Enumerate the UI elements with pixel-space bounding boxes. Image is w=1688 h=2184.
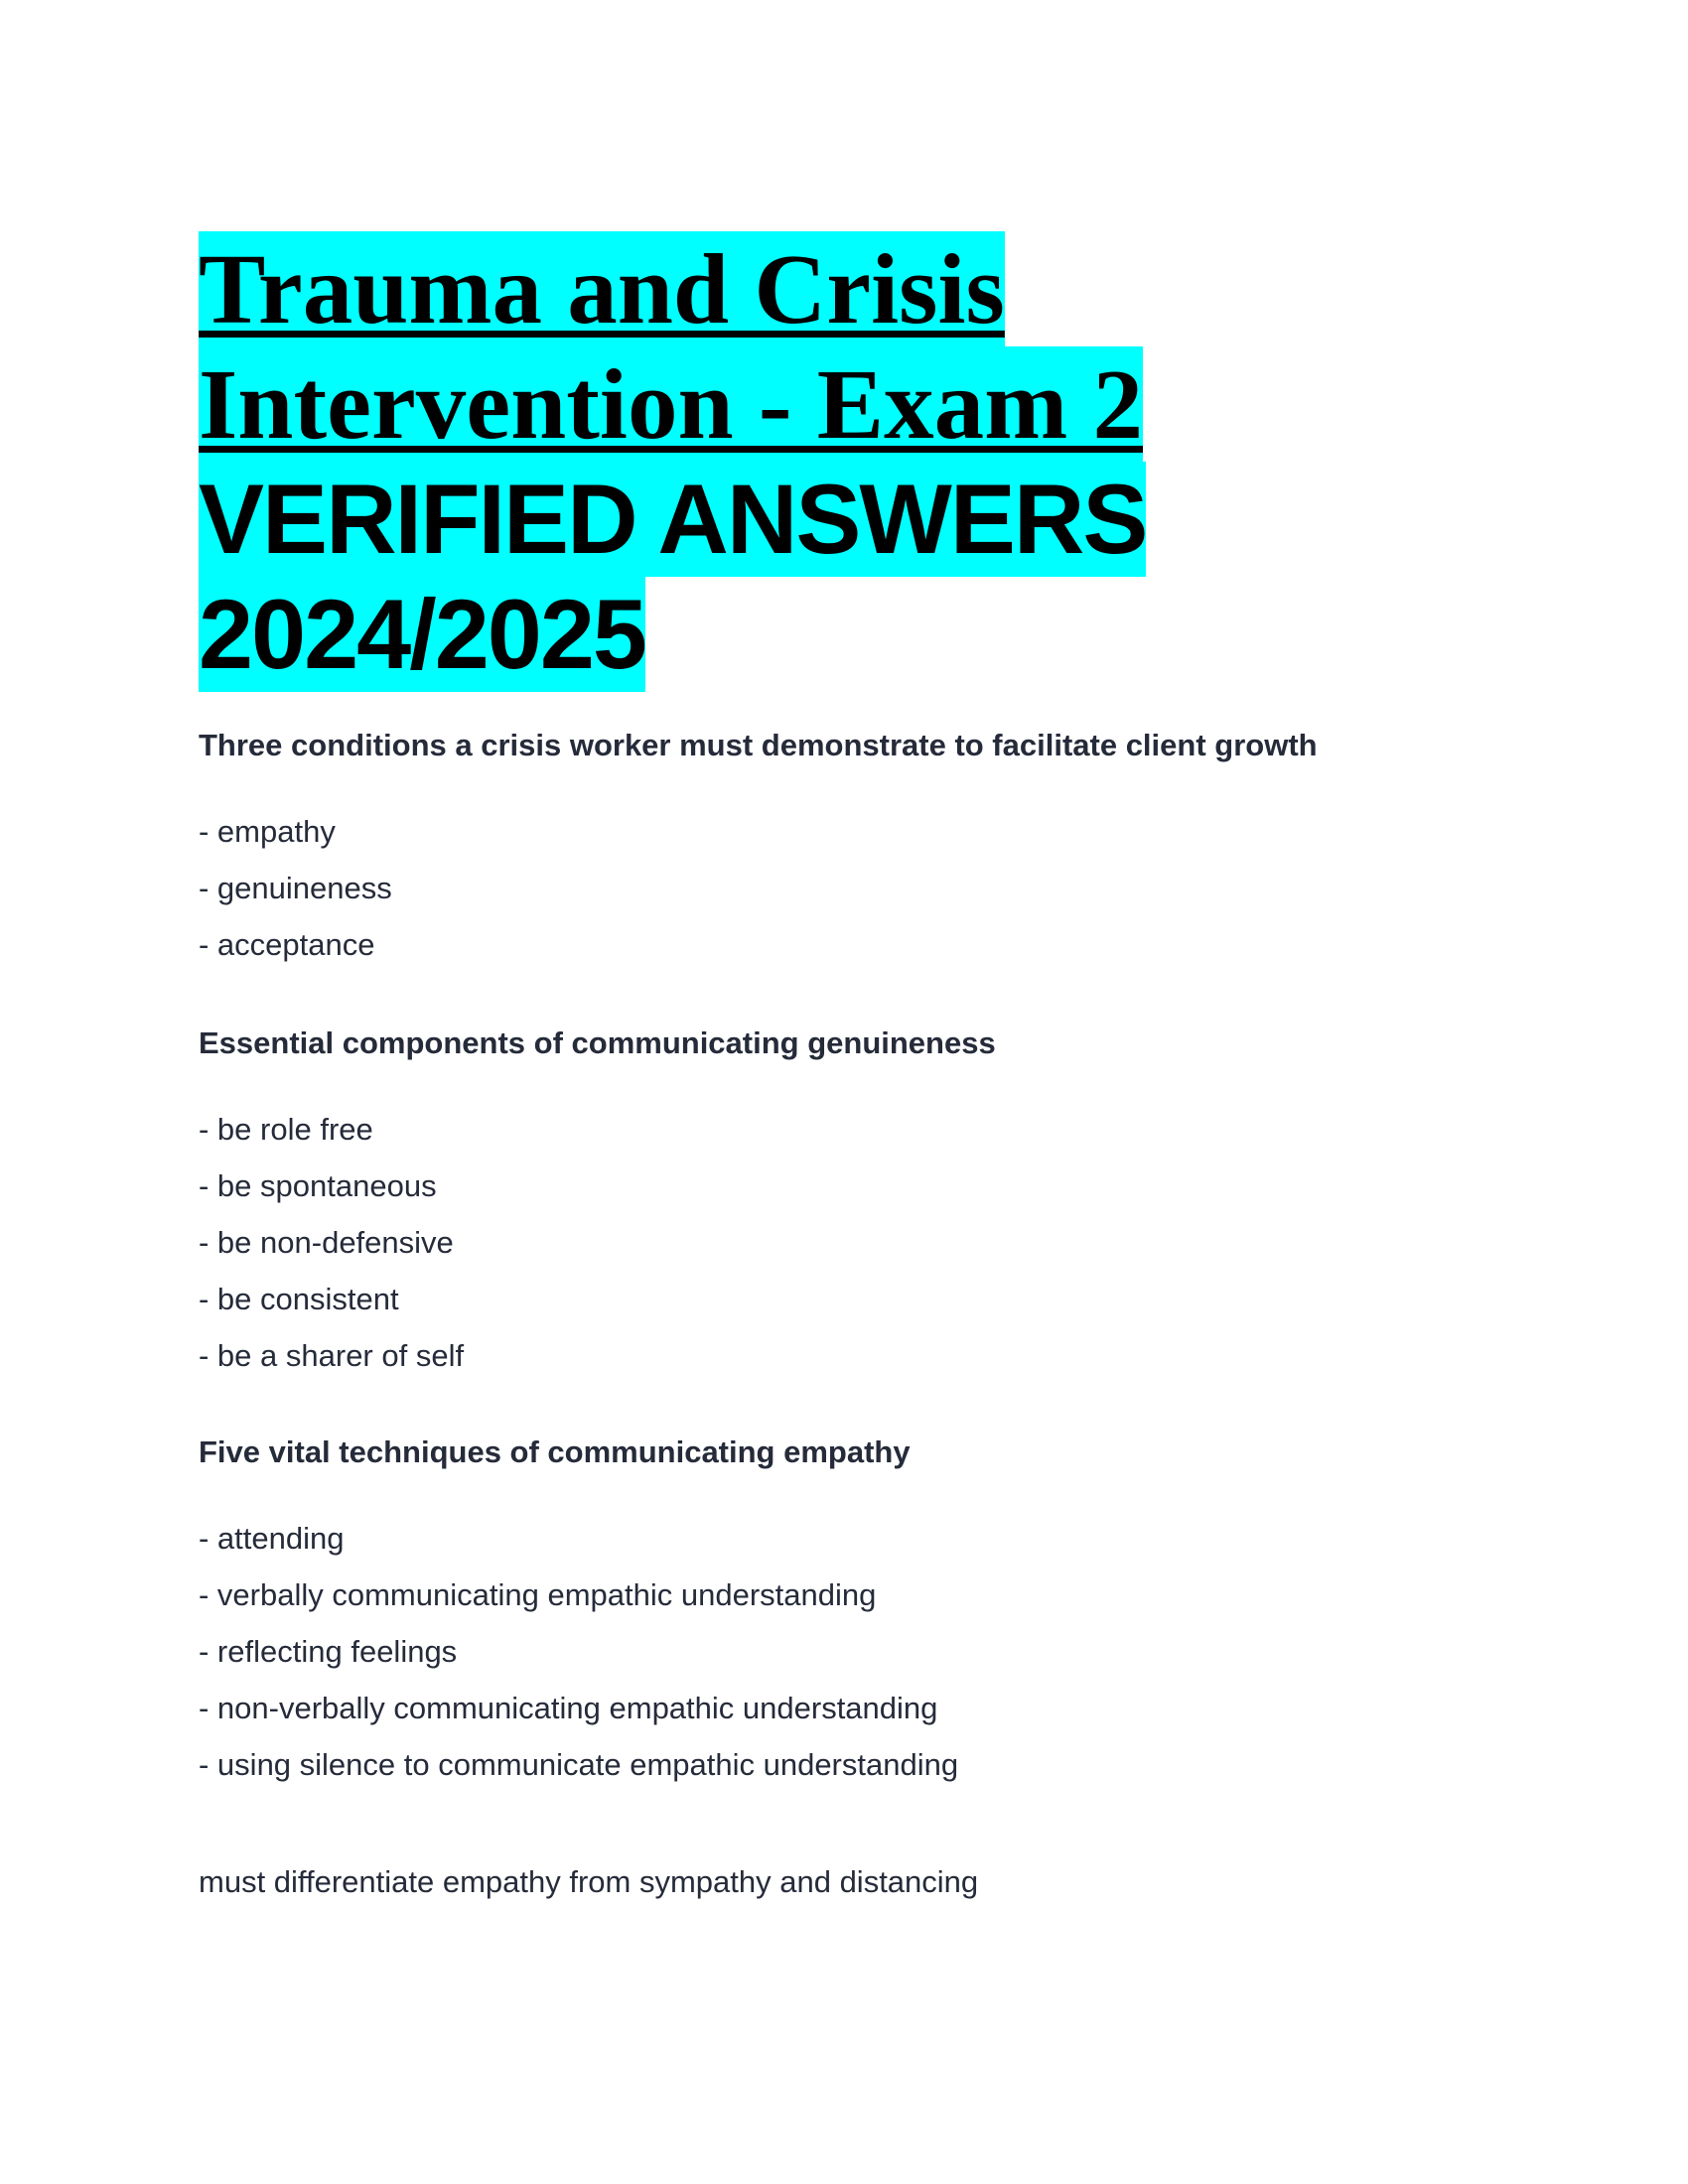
answer-note: must differentiate empathy from sympathy and distancing bbox=[199, 1864, 979, 1899]
answer-item: - acceptance bbox=[199, 927, 375, 962]
answer-item: - be non-defensive bbox=[199, 1225, 454, 1260]
answer-item: - genuineness bbox=[199, 871, 392, 905]
answer-item: - using silence to communicate empathic understanding bbox=[199, 1747, 959, 1782]
answer-item: - be role free bbox=[199, 1112, 373, 1147]
qa-section-2 bbox=[199, 1024, 996, 1384]
answer-item: - verbally communicating empathic understanding bbox=[199, 1577, 877, 1612]
answer-item: - non-verbally communicating empathic understanding bbox=[199, 1691, 938, 1725]
answer-item: - empathy bbox=[199, 814, 336, 849]
answer-item: - reflecting feelings bbox=[199, 1634, 458, 1669]
answer-list bbox=[199, 1101, 996, 1384]
answer-list bbox=[199, 803, 1318, 973]
title-line-1: Trauma and Crisis bbox=[199, 233, 1005, 344]
document-title bbox=[199, 231, 1146, 692]
qa-section-3 bbox=[199, 1433, 958, 1793]
answer-item: - be a sharer of self bbox=[199, 1338, 465, 1373]
question-heading: Essential components of communicating genuineness bbox=[199, 1025, 996, 1060]
title-line-2: Intervention - Exam 2 bbox=[199, 348, 1144, 460]
title-line-4: 2024/2025 bbox=[199, 577, 1146, 692]
answer-item: - attending bbox=[199, 1521, 345, 1556]
question-heading: Five vital techniques of communicating empathy bbox=[199, 1434, 911, 1469]
answer-list bbox=[199, 1510, 958, 1793]
qa-section-1 bbox=[199, 726, 1318, 973]
answer-item: - be spontaneous bbox=[199, 1168, 437, 1203]
question-heading: Three conditions a crisis worker must demonstrate to facilitate client growth bbox=[199, 728, 1318, 762]
answer-item: - be consistent bbox=[199, 1282, 399, 1316]
title-line-3: VERIFIED ANSWERS bbox=[199, 462, 1146, 577]
